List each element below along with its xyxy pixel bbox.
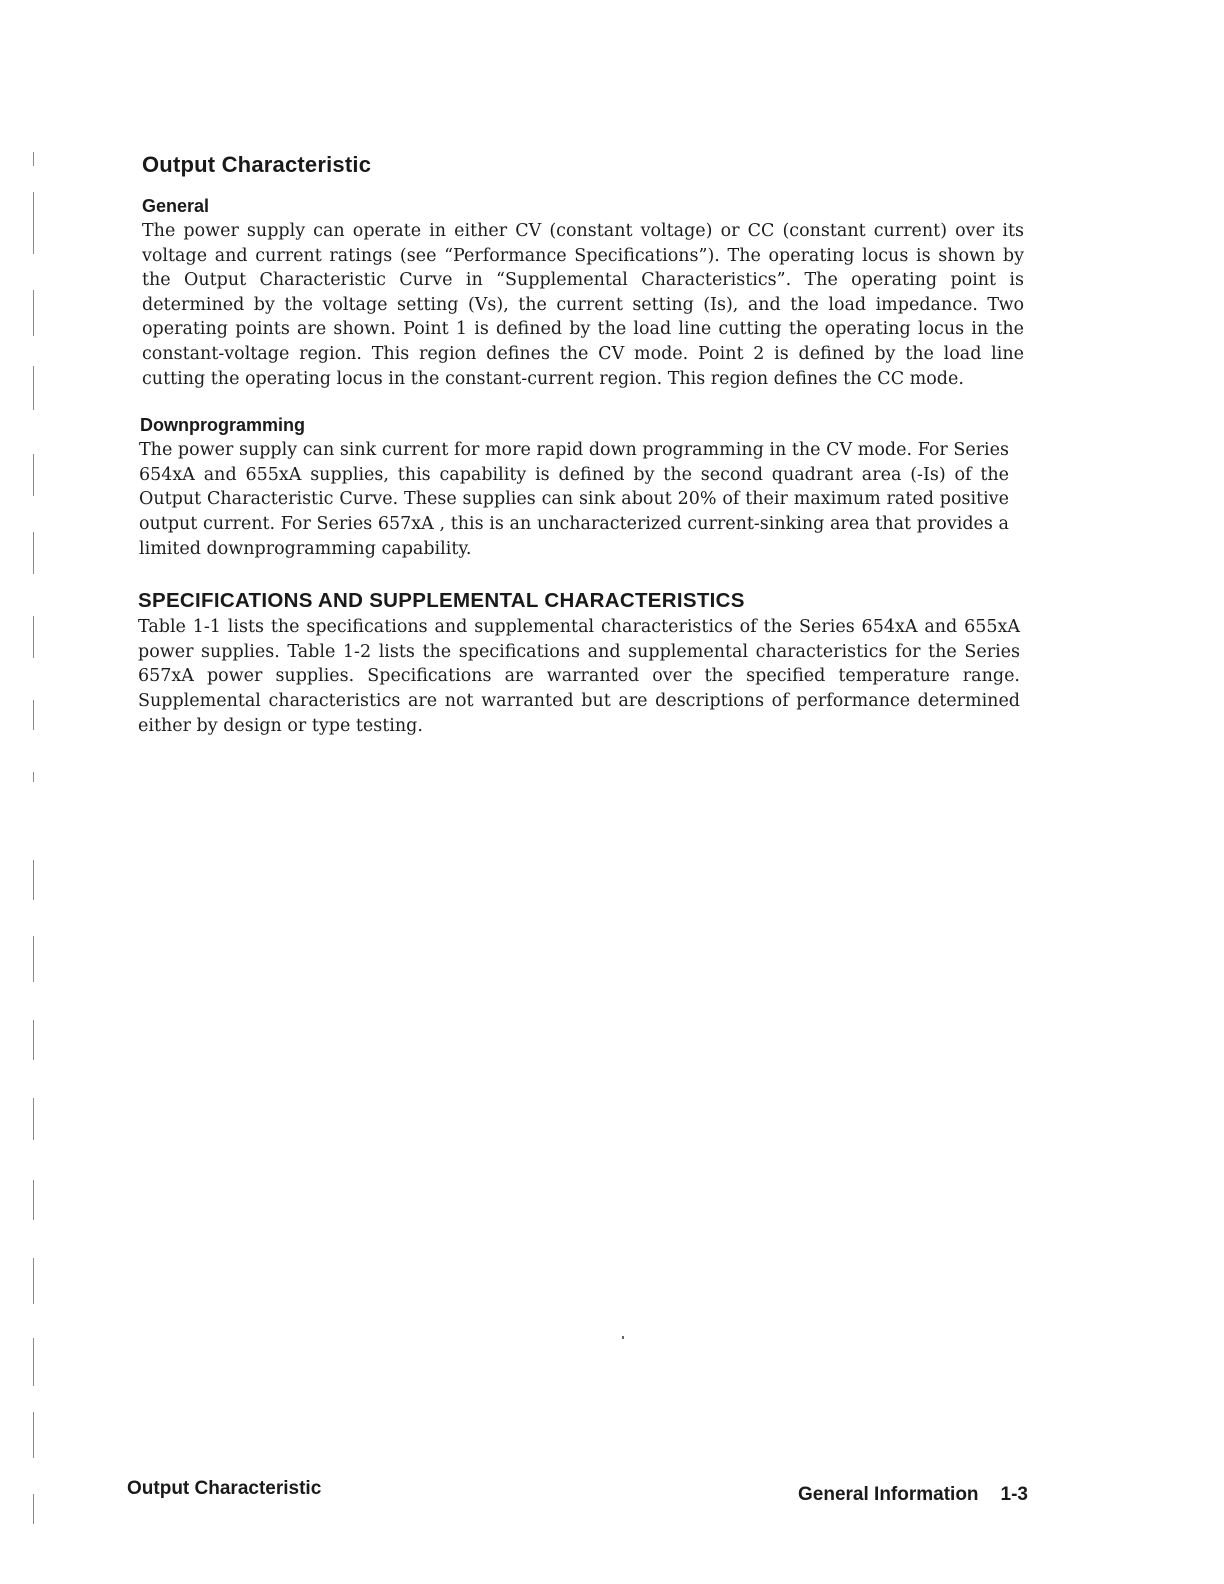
page-content	[138, 152, 1028, 738]
specifications-heading: SPECIFICATIONS AND SUPPLEMENTAL CHARACTERISTICS	[138, 589, 745, 613]
page-number: 1-3	[1000, 1484, 1028, 1505]
scan-margin-marks	[28, 140, 40, 1540]
downprogramming-heading: Downprogramming	[140, 415, 305, 436]
general-heading: General	[142, 196, 210, 216]
footer-chapter: General Information	[798, 1484, 979, 1505]
downprogramming-paragraph: The power supply can sink current for more rapid down programming in the CV mode. For Series 654xA and 655xA supplies, this capability is defined by the second quadrant area (-Is) of the Output Characteristic Curve. These supplies can sink about 20% of their maximum rated positive output current. For Series 657xA , this is an uncharacterized current-sinking area that provides a limited downprogramming capability.	[139, 440, 1009, 559]
general-paragraph: The power supply can operate in either CV (constant voltage) or CC (constant current) over its voltage and current ratings (see “Performance Specifications”). The operating locus is shown by the Output Characteristic Curve in “Supplemental Characteristics”. The operating point is determined by the voltage setting (Vs), the current setting (Is), and the load impedance. Two operating points are shown. Point 1 is defined by the load line cutting the operating locus in the constant-voltage region. This region defines the CV mode. Point 2 is defined by the load line cutting the operating locus in the constant-current region. This region defines the CC mode.	[142, 221, 1024, 389]
footer-section-title: Output Characteristic	[127, 1478, 322, 1499]
scan-speck	[622, 1336, 624, 1339]
specifications-paragraph: Table 1-1 lists the specifications and supplemental characteristics of the Series 654xA and 655xA power supplies. Table 1-2 lists the specifications and supplemental characteristics for the Series 657xA power supplies. Specifications are warranted over the specified temperature range. Supplemental characteristics are not warranted but are descriptions of performance determined either by design or type testing.	[138, 617, 1020, 736]
section-title: Output Characteristic	[142, 152, 372, 177]
footer-page-info	[798, 1484, 1028, 1506]
